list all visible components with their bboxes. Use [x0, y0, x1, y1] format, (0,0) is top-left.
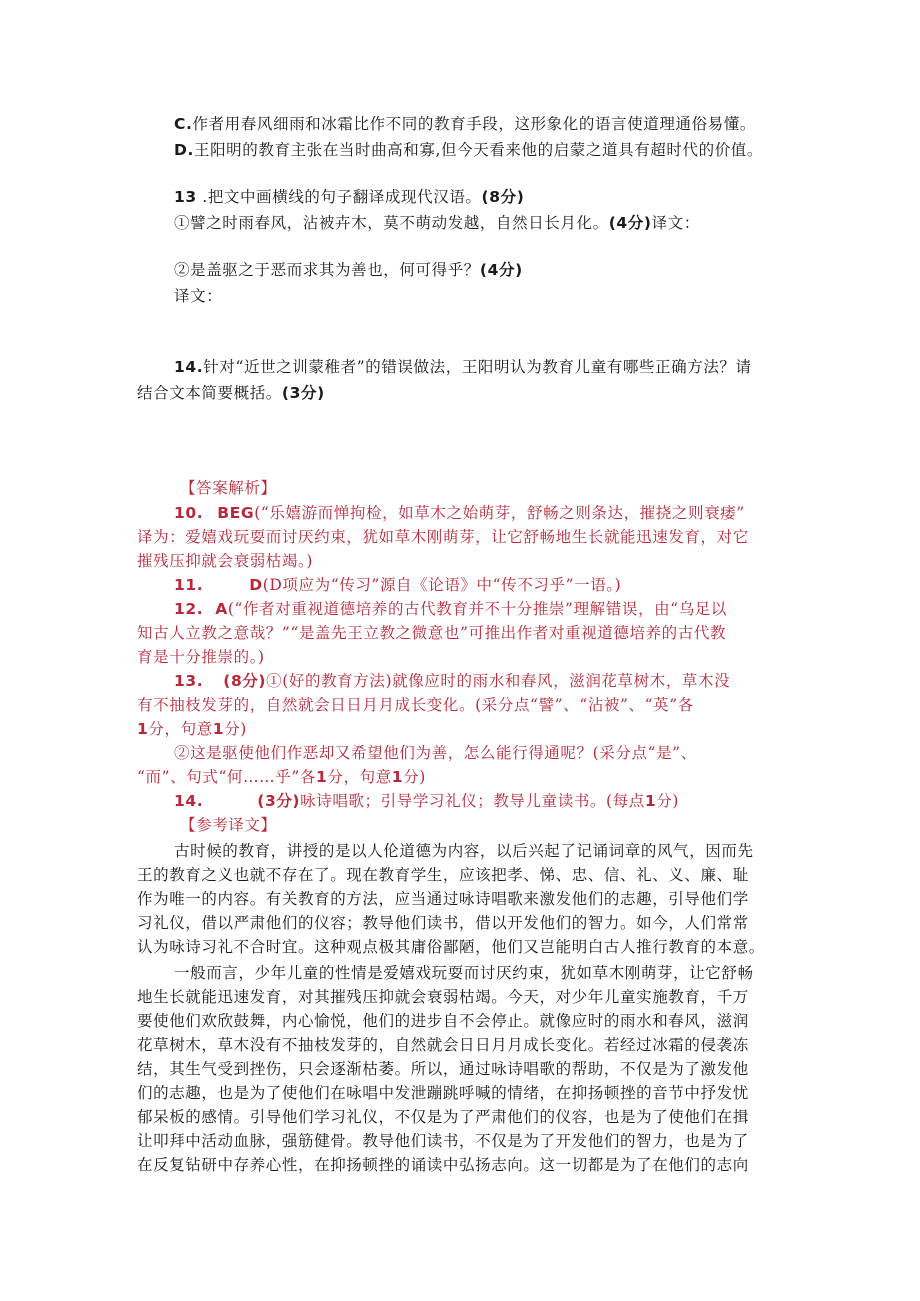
translation-header: 【参考译文】 — [180, 816, 277, 834]
answer-13-line3 — [137, 718, 247, 740]
answer-13-score: (8分) — [223, 672, 267, 690]
answer-12-line1: (“作者对重视道德培养的古代教育并不十分推崇”理解错误，由“乌足以 — [227, 600, 727, 618]
answer-13-meaning-label: 分) — [224, 720, 247, 738]
translation-line: 在反复钻研中存养心性，在抑扬顿挫的诵读中弘扬志向。这一切都是为了在他们的志向 — [137, 1156, 749, 1174]
answer-13-point: 1 — [137, 720, 149, 738]
question-14 — [174, 356, 752, 378]
answer-11-text: (D项应为“传习”源自《论语》中“传不习乎”一语。) — [262, 576, 622, 594]
answer-14-text: 咏诗唱歌；引导学习礼仪；教导儿童读书。(每点 — [300, 792, 645, 810]
answer-13-point-label: 分，句意 — [148, 720, 213, 738]
answer-13 — [174, 670, 730, 692]
answer-12-number: 12. — [174, 600, 204, 618]
question-13-2-translation-label: 译文： — [174, 287, 223, 305]
answer-header: 【答案解析】 — [180, 479, 277, 497]
answer-13-2-meaning-label: 分) — [403, 768, 426, 786]
question-13-number: 13 — [174, 188, 197, 206]
answer-13-2-meaning-point: 1 — [391, 768, 404, 786]
translation-line: 古时候的教育，讲授的是以人伦道德为内容，以后兴起了记诵词章的风气，因而先 — [174, 842, 754, 860]
answer-13-2-points: “而”、句式“何……乎”各 — [137, 768, 316, 786]
answer-13-2-point-label: 分，句意 — [327, 768, 392, 786]
translation-line: 习礼仪，借以严肃他们的仪容；教导他们读书，借以开发他们的智力。如今，人们常常 — [137, 914, 749, 932]
answer-12-line3: 育是十分推崇的。) — [137, 648, 265, 666]
question-13-1 — [174, 212, 700, 234]
answer-11-key: D — [249, 576, 263, 594]
answer-13-meaning-point: 1 — [212, 720, 225, 738]
answer-12-line2: 知古人立教之意哉？”“是盖先王立教之微意也”可推出作者对重视道德培养的古代教 — [137, 624, 727, 642]
answer-14-point: 1 — [644, 792, 657, 810]
option-c-label: C. — [174, 115, 193, 133]
question-13-1-translation-label: 译文： — [651, 214, 700, 232]
option-d-text: 王阳明的教育主张在当时曲高和寡,但今天看来他的启蒙之道具有超时代的价值。 — [193, 141, 763, 159]
answer-13-number: 13. — [174, 672, 204, 690]
answer-12-key: A — [215, 600, 228, 618]
question-13-2-score: (4分) — [479, 261, 523, 279]
question-13 — [174, 186, 524, 208]
translation-line: 郁呆板的感情。引导他们学习礼仪，不仅是为了严肃他们的仪容，也是为了使他们在揖 — [137, 1108, 749, 1126]
option-c — [174, 113, 756, 135]
answer-14 — [174, 790, 679, 812]
translation-line: 让叩拜中活动血脉，强筋健骨。教导他们读书，不仅是为了开发他们的智力，也是为了 — [137, 1132, 749, 1150]
question-13-1-score: (4分) — [608, 214, 652, 232]
answer-10-key: BEG — [217, 504, 255, 522]
question-13-2 — [174, 259, 523, 281]
question-14-line2 — [137, 382, 325, 404]
translation-line: 一般而言，少年儿童的性情是爱嬉戏玩耍而讨厌约束，犹如草木刚萌芽，让它舒畅 — [174, 964, 754, 982]
translation-line: 要使他们欢欣鼓舞，内心愉悦，他们的进步自不会停止。就像应时的雨水和春风，滋润 — [137, 1012, 749, 1030]
question-13-score: (8分) — [481, 188, 525, 206]
answer-10-number: 10. — [174, 504, 204, 522]
translation-line: 认为咏诗习礼不合时宜。这种观点极其庸俗鄙陋，他们又岂能明白古人推行教育的本意。 — [137, 938, 765, 956]
answer-13-line2: 有不抽枝发芽的，自然就会日日月月成长变化。(采分点“譬”、“沾被”、“英”各 — [137, 696, 694, 714]
question-14-line2-text: 结合文本简要概括。 — [137, 384, 282, 402]
answer-10-line2: 译为：爱嬉戏玩耍而讨厌约束，犹如草木刚萌芽，让它舒畅地生长就能迅速发育，对它 — [137, 528, 749, 546]
option-c-text: 作者用春风细雨和冰霜比作不同的教育手段，这形象化的语言使道理通俗易懂。 — [192, 115, 756, 133]
translation-line: 王的教育之义也就不存在了。现在教育学生，应该把孝、悌、忠、信、礼、义、廉、耻 — [137, 866, 749, 884]
question-14-number: 14. — [174, 358, 204, 376]
answer-11-number: 11. — [174, 576, 204, 594]
question-13-1-text: ①譬之时雨春风，沾被卉木，莫不萌动发越，自然日长月化。 — [174, 214, 609, 232]
question-13-text: .把文中画横线的句子翻译成现代汉语。 — [196, 188, 482, 206]
translation-line: 作为唯一的内容。有关教育的方法，应当通过咏诗唱歌来激发他们的志趣，引导他们学 — [137, 890, 749, 908]
option-d-label: D. — [174, 141, 194, 159]
question-14-score: (3分) — [281, 384, 325, 402]
answer-10-line3: 摧残压抑就会衰弱枯竭。) — [137, 552, 313, 570]
translation-line: 们的志趣，也是为了使他们在咏唱中发泄蹦跳呼喊的情绪，在抑扬顿挫的音节中抒发忧 — [137, 1084, 749, 1102]
question-14-line1: 针对“近世之训蒙稚者”的错误做法，王阳明认为教育儿童有哪些正确方法？请 — [203, 358, 752, 376]
translation-line: 花草树木，草木没有不抽枝发芽的，自然就会日日月月成长变化。若经过冰霜的侵袭冻 — [137, 1036, 749, 1054]
answer-10 — [174, 502, 745, 524]
answer-10-line1: (“乐嬉游而惮拘检，如草木之始萌芽，舒畅之则条达，摧挠之则衰痿” — [254, 504, 745, 522]
answer-12 — [174, 598, 727, 620]
translation-line: 结，其生气受到挫伤，只会逐渐枯萎。所以，通过咏诗唱歌的帮助，不仅是为了激发他 — [137, 1060, 749, 1078]
question-13-2-text: ②是盖驱之于恶而求其为善也，何可得乎？ — [174, 261, 480, 279]
option-d — [174, 139, 763, 161]
answer-11 — [174, 574, 621, 596]
answer-14-end: 分) — [656, 792, 680, 810]
answer-13-line1: ①(好的教育方法)就像应时的雨水和春风，滋润花草树木，草木没 — [266, 672, 731, 690]
answer-14-score: (3分) — [257, 792, 301, 810]
answer-13-2-line2 — [137, 766, 426, 788]
answer-13-2-line1: ②这是驱使他们作恶却又希望他们为善，怎么能行得通呢？(采分点“是”、 — [174, 744, 697, 762]
answer-14-number: 14. — [174, 792, 204, 810]
translation-line: 地生长就能迅速发育，对其摧残压抑就会衰弱枯竭。今天，对少年儿童实施教育，千万 — [137, 988, 749, 1006]
answer-13-2-point: 1 — [316, 768, 328, 786]
